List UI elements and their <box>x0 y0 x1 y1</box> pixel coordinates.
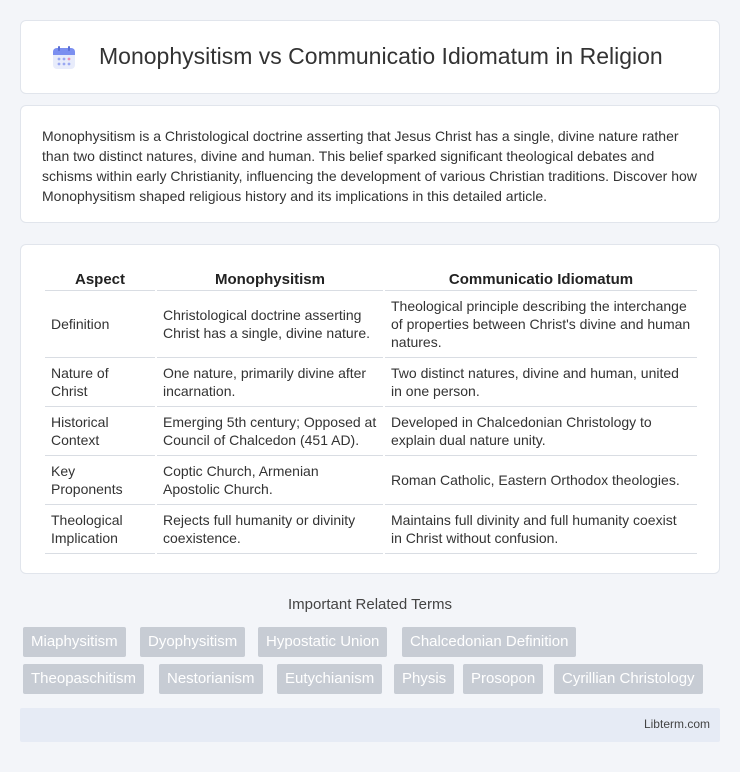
table-cell: Two distinct natures, divine and human, united in one person. <box>385 358 697 407</box>
table-cell: Theological principle describing the interchange of properties between Christ's divine and human natures. <box>385 291 697 358</box>
term-tag[interactable]: Nestorianism <box>159 664 263 694</box>
table-cell: Rejects full humanity or divinity coexistence. <box>157 505 383 554</box>
table-cell: Historical Context <box>45 407 155 456</box>
table-row <box>45 505 697 554</box>
page-title: Monophysitism vs Communicatio Idiomatum in Religion <box>99 43 663 69</box>
term-tag[interactable]: Chalcedonian Definition <box>402 627 576 657</box>
table-cell: Theological Implication <box>45 505 155 554</box>
table-row <box>45 456 697 505</box>
comparison-table <box>43 265 699 554</box>
table-cell: Maintains full divinity and full humanity coexist in Christ without confusion. <box>385 505 697 554</box>
table-row <box>45 291 697 358</box>
intro-card <box>20 105 720 223</box>
table-header-row <box>45 265 697 291</box>
related-terms-title: Important Related Terms <box>288 596 452 613</box>
term-tag[interactable]: Hypostatic Union <box>258 627 387 657</box>
header-card <box>20 20 720 94</box>
table-cell: Emerging 5th century; Opposed at Council of Chalcedon (451 AD). <box>157 407 383 456</box>
header-communicatio: Communicatio Idiomatum <box>385 265 697 291</box>
table-cell: Definition <box>45 291 155 358</box>
header-monophysitism: Monophysitism <box>157 265 383 291</box>
term-tag[interactable]: Cyrillian Christology <box>554 664 703 694</box>
term-tag[interactable]: Physis <box>394 664 454 694</box>
intro-text: Monophysitism is a Christological doctrine asserting that Jesus Christ has a single, divine nature rather than two distinct natures, divine and human. This belief sparked significant theological debates and schisms within early Christianity, influencing the development of various Christian traditions. Discover how Monophysitism shaped religious history and its implications in this detailed article. <box>42 128 697 204</box>
table-cell: Key Proponents <box>45 456 155 505</box>
table-cell: One nature, primarily divine after incarnation. <box>157 358 383 407</box>
footer <box>20 708 720 742</box>
footer-site-link[interactable]: Libterm.com <box>643 717 710 731</box>
header-aspect: Aspect <box>45 265 155 291</box>
table-cell: Roman Catholic, Eastern Orthodox theologies. <box>385 456 697 505</box>
term-tag[interactable]: Eutychianism <box>277 664 382 694</box>
table-cell: Nature of Christ <box>45 358 155 407</box>
table-cell: Coptic Church, Armenian Apostolic Church. <box>157 456 383 505</box>
comparison-card <box>20 244 720 574</box>
term-tag[interactable]: Theopaschitism <box>23 664 144 694</box>
term-tag[interactable]: Prosopon <box>463 664 543 694</box>
table-row <box>45 407 697 456</box>
table-cell: Developed in Chalcedonian Christology to explain dual nature unity. <box>385 407 697 456</box>
term-tag[interactable]: Miaphysitism <box>23 627 126 657</box>
table-row <box>45 358 697 407</box>
term-tag[interactable]: Dyophysitism <box>140 627 245 657</box>
calendar-icon <box>51 45 77 71</box>
table-cell: Christological doctrine asserting Christ has a single, divine nature. <box>157 291 383 358</box>
